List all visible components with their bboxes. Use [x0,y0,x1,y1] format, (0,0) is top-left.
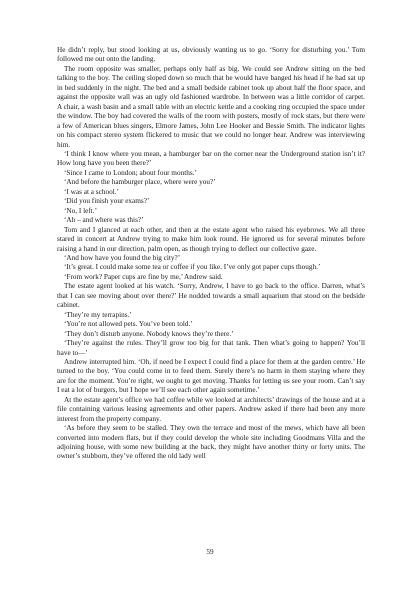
paragraph: At the estate agent’s office we had coffee while we looked at architects’ drawings of the house and at a file containing various leasing agreements and other papers. Andrew asked if there had been any more interest from the property company. [57,395,365,423]
paragraph: ‘They’re against the rules. They’ll grow too big for that tank. Then what’s going to happen? You’ll have to—’ [57,339,365,357]
paragraph: ‘Ah – and where was this?’ [64,216,144,225]
paragraph: ‘You’re not allowed pets. You’ve been told.’ [64,320,193,329]
paragraph: ‘And before the hamburger place, where were you?’ [64,178,216,187]
paragraph: Andrew interrupted him. ‘Oh, if need be I expect I could find a place for them at the garden centre.’ He turned to the boy. ‘You could come in to feed them. Surely there’s no harm in them staying where they are for the moment. You’re right, we ought to get moving. Thanks for letting us see your room. Can’t say I eat a lot of burgers, but I hope we’ll see each other again sometime.’ [57,357,365,395]
paragraph: ‘From work? Paper cups are fine by me,’ Andrew said. [64,272,223,281]
body-text [57,46,365,462]
paragraph: Tom and I glanced at each other, and then at the estate agent who raised his eyebrows. We all three stared in concert at Andrew trying to make him look round. He ignored us for several minutes before raising a hand in our direction, palm open, as though trying to deflect our collective gaze. [57,225,365,253]
paragraph: ‘I was at a school.’ [64,187,119,196]
paragraph: ‘No, I left.’ [64,206,98,215]
paragraph: ‘Since I came to London; about four months.’ [64,168,197,177]
paragraph: ‘And how have you found the big city?’ [64,253,181,262]
paragraph: ‘I think I know where you mean, a hamburger bar on the corner near the Underground station isn’t it? How long have you been there?’ [57,149,365,168]
paragraph: ‘As before they seem to be stalled. They own the terrace and most of the mews, which have all been converted into modern flats, but if they could develop the whole site including Goodmans Villa and the adjoining house, with some new building at the back, they might have another thirty or forty units. The owner’s stubborn, they’ve offered the old lady well [57,424,365,461]
paragraph: ‘They’re my terrapins.’ [64,310,132,319]
paragraph: The room opposite was smaller, perhaps only half as big. We could see Andrew sitting on the bed talking to the boy. The ceiling sloped down so much that he would have banged his head if he had sat up in bed suddenly in the night. The bed and a small bedside cabinet took up about half the floor space, and against the opposite wall was an ugly old fashioned wardrobe. In between was a little corridor of carpet. A chair, a wash basin and a small table with an electric kettle and a cooking ring occupied the space under the window. The boy had covered the walls of the room with posters, mostly of rock stars, but there were a few of American blues singers, Elmore James, John Lee Hooker and Bessie Smith. The indicator lights on his compact stereo system flickered to music that we could no longer hear. Andrew was interviewing him. [57,64,365,149]
paragraph: ‘They don’t disturb anyone. Nobody knows they’re there.’ [64,329,234,338]
paragraph: ‘Did you finish your exams?’ [64,197,150,206]
paragraph: He didn’t reply, but stood looking at us, obviously wanting us to go. ‘Sorry for disturbing you.’ Tom followed me out onto the landing. [57,46,365,64]
paragraph: The estate agent looked at his watch. ‘Sorry, Andrew, I have to go back to the office. Darren, what’s that I can see moving about over there?’ He nodded towards a small aquarium that stood on the bedside cabinet. [57,282,365,310]
page-number: 59 [206,548,214,556]
paragraph: ‘It’s great. I could make some tea or coffee if you like. I’ve only got paper cups though.’ [64,263,321,272]
